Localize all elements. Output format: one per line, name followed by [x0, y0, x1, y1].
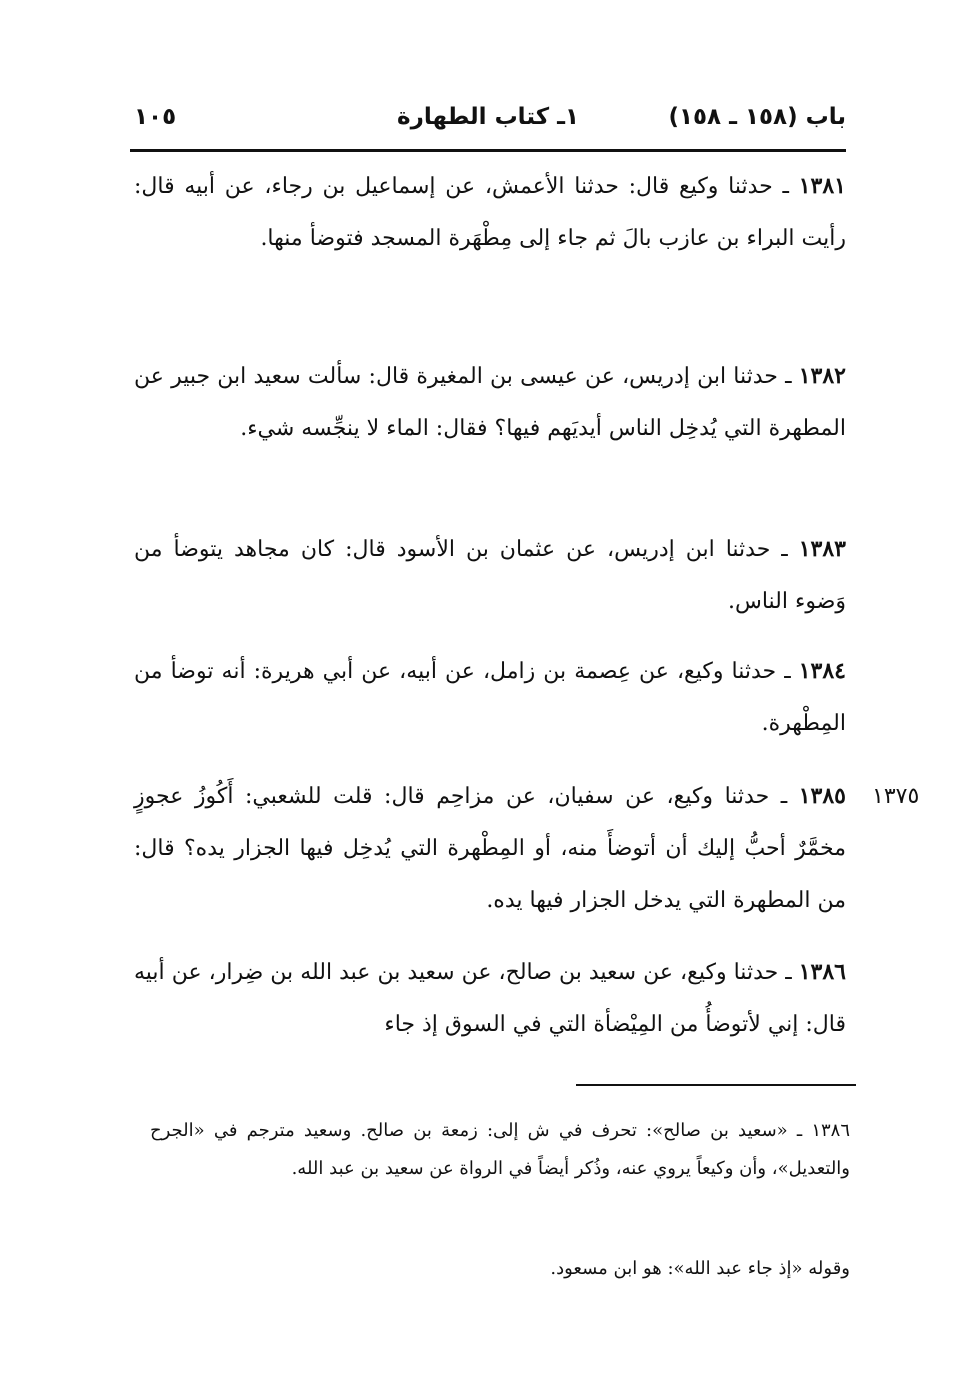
- page-number: ١٠٥: [134, 104, 177, 130]
- hadith-1384: [134, 645, 846, 750]
- hadith-text: ـ حدثنا ابن إدريس، عن عيسى بن المغيرة قال: سألت سعيد ابن جبير عن المطهرة التي يُدخِل الناس أيديَهم فيها؟ فقال: الماء لا ينجِّسه شيء.: [134, 364, 846, 441]
- book-title: ١ـ كتاب الطهارة: [397, 104, 579, 130]
- hadith-1382: [134, 350, 846, 455]
- hadith-number: ١٣٨٥: [798, 783, 846, 809]
- page-header: [130, 104, 846, 144]
- hadith-1383: [134, 523, 846, 628]
- hadith-number: ١٣٨٦: [798, 959, 846, 985]
- footnote-1386: ١٣٨٦ ـ «سعيد بن صالح»: تحرف في ش إلى: زمعة بن صالح. وسعيد مترجم في «الجرح والتعديل»، وأن وكيعاً يروي عنه، وذُكر أيضاً في الرواة عن سعيد بن عبد الله.: [150, 1120, 850, 1179]
- hadith-text: ـ حدثنا وكيع قال: حدثنا الأعمش، عن إسماعيل بن رجاء، عن أبيه قال: رأيت البراء بن عازب بالَ ثم جاء إلى مِطْهَرة المسجد فتوضأ منها.: [134, 174, 846, 251]
- header-rule: [130, 149, 846, 152]
- hadith-1385: [134, 770, 846, 927]
- hadith-text: ـ حدثنا وكيع، عن عِصمة بن زامل، عن أبيه، عن أبي هريرة: أنه توضأ من المِطْهرة.: [134, 659, 846, 736]
- hadith-text: ـ حدثنا وكيع، عن سفيان، عن مزاحِم قال: قلت للشعبي: أَكُوزُ عجوزٍ مخمَّرٌ أحبُّ إليك أن أتوضأَ منه، أو المِطْهرة التي يُدخِل فيها الجزار يده؟ قال: من المطهرة التي يدخل الجزار فيها يده.: [134, 784, 846, 913]
- hadith-text: ـ حدثنا ابن إدريس، عن عثمان بن الأسود قال: كان مجاهد يتوضأ من وَضوء الناس.: [134, 537, 846, 614]
- hadith-number: ١٣٨١: [798, 173, 846, 199]
- chapter-range: باب (١٥٨ ـ ١٥٨): [668, 104, 846, 130]
- margin-reference-number: ١٣٧٥: [872, 784, 920, 809]
- hadith-1386: [134, 946, 846, 1051]
- hadith-1381: [134, 160, 846, 265]
- hadith-number: ١٣٨٤: [798, 658, 846, 684]
- footnote-note: وقوله «إذ جاء عبد الله»: هو ابن مسعود.: [550, 1258, 850, 1279]
- footnote-separator: [576, 1084, 856, 1086]
- hadith-text: ـ حدثنا وكيع، عن سعيد بن صالح، عن سعيد بن عبد الله بن ضِرار، عن أبيه قال: إني لأتوضأُ من المِيْضأة التي في السوق إذ جاء: [134, 960, 846, 1037]
- hadith-number: ١٣٨٢: [798, 363, 846, 389]
- hadith-number: ١٣٨٣: [798, 536, 846, 562]
